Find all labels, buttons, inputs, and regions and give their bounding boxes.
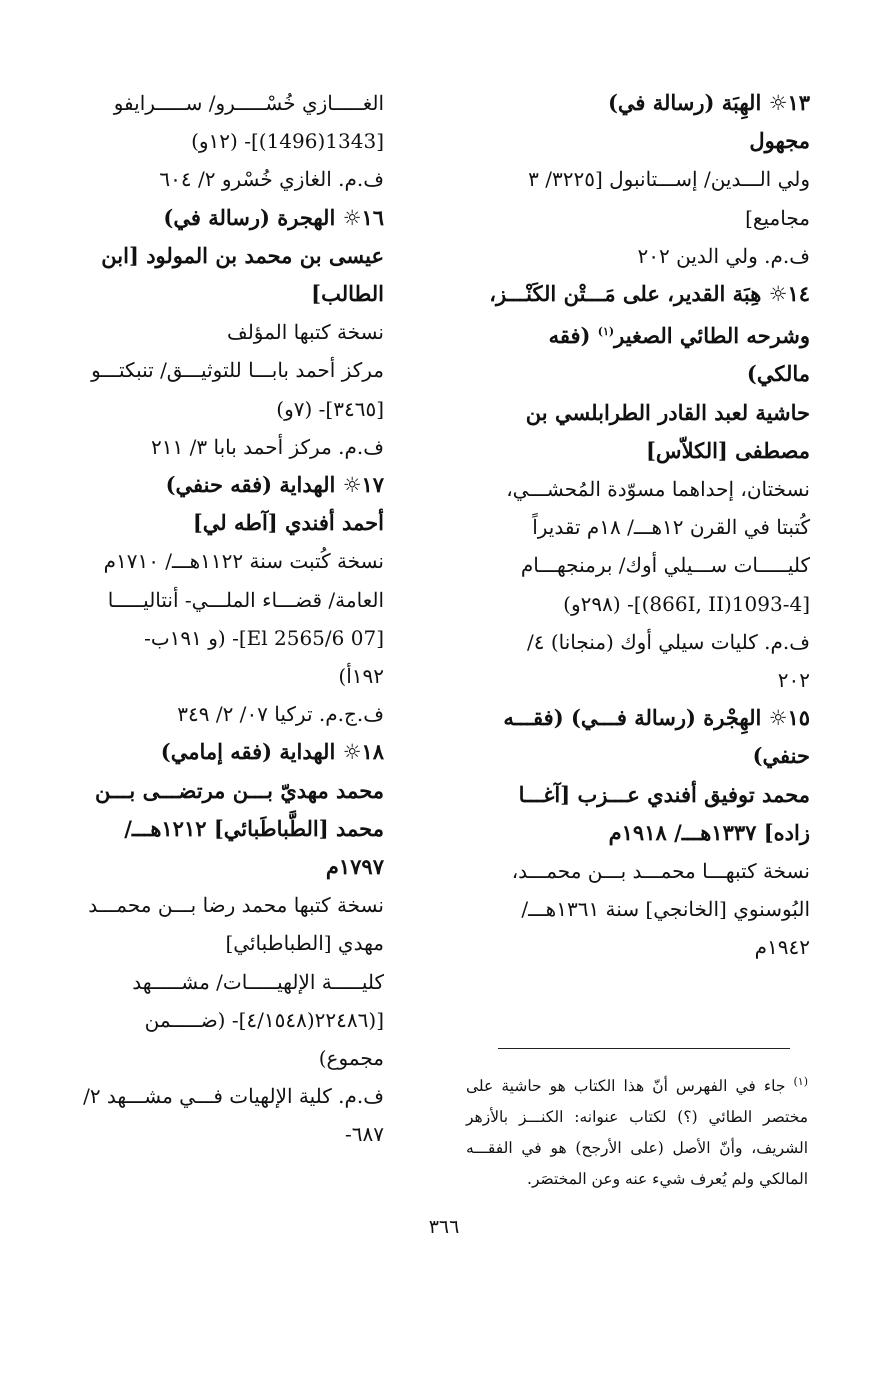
entry-author: زاده] ١٣٣٧هـــ/ ١٩١٨م [608, 819, 810, 845]
entry-line: ف.م. الغازي خُسْرو ٢/ ٦٠٤ [159, 167, 384, 192]
entry-line: ٢٠٢ [777, 668, 810, 693]
entry-line: ف.ج.م. تركيا ٠٧/ ٢/ ٣٤٩ [177, 702, 384, 727]
entry-line: ف.م. ولي الدين ٢٠٢ [637, 243, 810, 268]
footnote-mark: (١) [793, 1075, 808, 1088]
entry-line: مجاميع] [745, 205, 810, 230]
entry-line: ١٩٤٢م [754, 935, 810, 960]
right-column [488, 84, 810, 967]
entry-line: [1343(1496)]- (١٢و) [191, 129, 384, 154]
entry-author: محمد مهديّ بـــن مرتضـــى بـــن [94, 777, 384, 803]
entry-title: ١٤☼ هِبَة القدير، على مَـــتْن الكَنْـــز، [489, 281, 810, 307]
page-number: ٣٦٦ [428, 1216, 460, 1238]
entry-continuation [62, 84, 384, 199]
entry-line: كليـــــة الإلهيـــــات/ مشـــــهد [132, 969, 384, 994]
entry-author: حاشية لعبد القادر الطرابلسي بن [525, 399, 810, 425]
entry-line: مهدي [الطباطبائي] [225, 931, 384, 956]
entry-title: ١٧☼ الهداية (فقه حنفي) [165, 472, 384, 498]
entry-line: كليـــــات ســـيلي أوك/ برمنجهـــام [520, 553, 810, 578]
footnote [466, 1066, 808, 1195]
entry-line: نسختان، إحداهما مسوّدة المُحشـــي، [506, 477, 810, 502]
entry-line: ١٩٢أ) [338, 664, 384, 689]
entry-17 [62, 466, 384, 733]
entry-line: نسخة كُتبت سنة ١١٢٢هـــ/ ١٧١٠م [103, 549, 384, 574]
footnote-divider [498, 1048, 790, 1049]
entry-title: ١٥☼ الهِجْرة (رسالة فـــي) (فقـــه [503, 705, 810, 731]
entry-line: ف.م. كليات سيلي أوك (منجانا) ٤/ [526, 629, 810, 654]
entry-13 [488, 84, 810, 275]
entry-author: عيسى بن محمد بن المولود [ابن [101, 242, 384, 268]
entry-author: أحمد أفندي [آطه لي] [192, 510, 384, 536]
footnote-text: جاء في الفهرس أنّ هذا الكتاب هو حاشية على مختصر الطائي (؟) لكتاب عنوانه: الكنـــز بالأزهر الشريف، وأنّ الأصل (على الأرجح) هو في الفقـــه المالكي ولم يُعرف شيء عنه وعن المختصَر. [466, 1077, 808, 1189]
entry-16 [62, 199, 384, 466]
entry-author: محمد توفيق أفندي عـــزب [آغـــا [518, 781, 810, 807]
entry-line: ولي الـــدين/ إســـتانبول [٣٢٢٥/ ٣ [528, 167, 810, 192]
entry-line: [(٢٢٤٨٦(٤/١٥٤٨]- (ضـــــمن [144, 1007, 384, 1032]
entry-14 [488, 275, 810, 699]
entry-line: ف.م. مركز أحمد بابا ٣/ ٢١١ [151, 434, 384, 459]
entry-author: ١٧٩٧م [325, 854, 384, 880]
entry-line: الغـــــازي خُسْـــــرو/ ســـــرايفو [113, 91, 384, 115]
footnote-reference: (١) [597, 325, 615, 339]
entry-title: ١٦☼ الهجرة (رسالة في) [163, 204, 384, 230]
entry-line: العامة/ قضـــاء الملـــي- أنتاليـــــا [107, 587, 384, 612]
left-column [62, 84, 384, 1154]
entry-author: مصطفى [الكلاّس] [646, 437, 810, 463]
entry-title: حنفي) [752, 743, 810, 769]
entry-title-text: وشرحه الطائي الصغير [614, 323, 810, 349]
entry-title-text: (فقه [548, 323, 598, 349]
entry-line: نسخة كتبها المؤلف [226, 320, 384, 345]
entry-author: محمد [الطَّباطَبائي] ١٢١٢هـــ/ [124, 815, 384, 841]
entry-line: ٦٨٧- [345, 1122, 384, 1147]
entry-line: ف.م. كلية الإلهيات فـــي مشـــهد ٢/ [83, 1084, 384, 1109]
entry-author: الطالب] [311, 281, 384, 307]
entry-title [488, 313, 810, 355]
entry-line: كُتبتا في القرن ١٢هـــ/ ١٨م تقديراً [532, 515, 810, 540]
entry-line: البُوسنوي [الخانجي] سنة ١٣٦١هـــ/ [521, 897, 810, 922]
entry-line: نسخة كتبها محمد رضا بـــن محمـــد [88, 893, 384, 918]
entry-title: ١٣☼ الهِبَة (رسالة في) [607, 90, 810, 115]
entry-title: مالكي) [746, 361, 810, 387]
entry-line: مجموع) [318, 1046, 384, 1071]
entry-line: [1093-4(866I, II)]- (٢٩٨و) [563, 591, 810, 616]
entry-title: ١٨☼ الهداية (فقه إمامي) [160, 739, 384, 765]
entry-line: [07 El 2565/6]- (و ١٩١ب- [144, 625, 384, 650]
entry-line: [٣٤٦٥]- (٧و) [276, 396, 384, 421]
entry-line: مركز أحمد بابـــا للتوثيـــق/ تنبكتـــو [91, 358, 384, 383]
entry-15 [488, 699, 810, 966]
entry-line: نسخة كتبهـــا محمـــد بـــن محمـــد، [511, 859, 810, 884]
entry-author: مجهول [749, 128, 810, 154]
entry-18 [62, 733, 384, 1153]
